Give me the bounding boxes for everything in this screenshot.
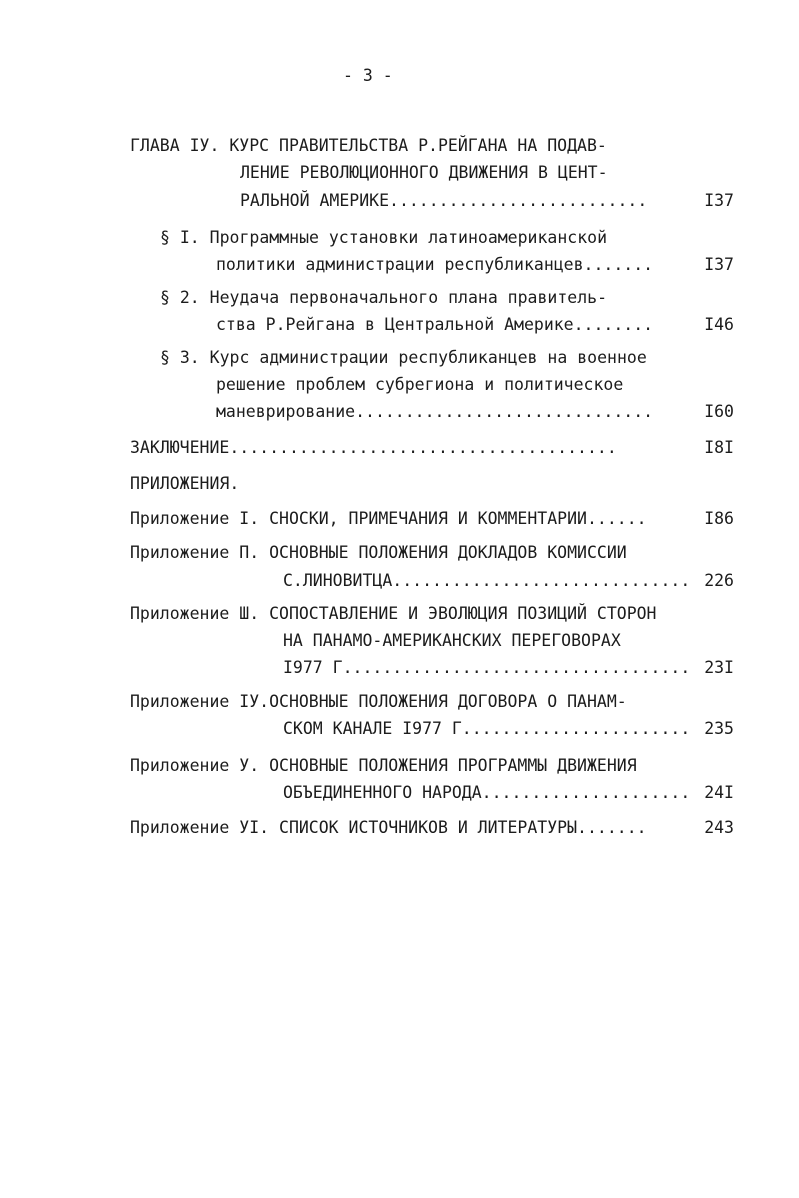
toc-entry-title-line: СКОМ КАНАЛЕ I977 Г.......................: [283, 719, 691, 738]
toc-entry-title-line: § 3. Курс администрации республиканцев на военное: [160, 348, 647, 367]
toc-entry-page: 235: [704, 719, 734, 738]
toc-entry-title-line: РАЛЬНОЙ АМЕРИКЕ..........................: [240, 191, 648, 210]
appendices-heading: ПРИЛОЖЕНИЯ.: [130, 474, 240, 493]
toc-entry-title-line: решение проблем субрегиона и политическое: [216, 375, 624, 394]
toc-entry-page: I46: [704, 315, 734, 334]
toc-entry-title-line: ЛЕНИЕ РЕВОЛЮЦИОННОГО ДВИЖЕНИЯ В ЦЕНТ-: [240, 163, 608, 182]
toc-entry-page: 24I: [704, 783, 734, 802]
toc-entry-page: 243: [704, 818, 734, 837]
toc-entry-title-line: Приложение I. СНОСКИ, ПРИМЕЧАНИЯ И КОММЕНТАРИИ......: [130, 509, 647, 528]
page-number: - 3 -: [343, 66, 393, 85]
toc-entry-title-line: Приложение П. ОСНОВНЫЕ ПОЛОЖЕНИЯ ДОКЛАДОВ КОМИССИИ: [130, 543, 627, 562]
toc-entry-title-line: ства Р.Рейгана в Центральной Америке........: [216, 315, 654, 334]
toc-entry-title-line: НА ПАНАМО-АМЕРИКАНСКИХ ПЕРЕГОВОРАХ: [283, 631, 621, 650]
toc-entry-title-line: § I. Программные установки латиноамериканской: [160, 228, 608, 247]
toc-entry-page: I37: [704, 255, 734, 274]
toc-entry-page: I86: [704, 509, 734, 528]
toc-entry-title-line: ОБЪЕДИНЕННОГО НАРОДА.....................: [283, 783, 691, 802]
toc-entry-title-line: Приложение У. ОСНОВНЫЕ ПОЛОЖЕНИЯ ПРОГРАММЫ ДВИЖЕНИЯ: [130, 756, 637, 775]
toc-entry-title-line: I977 Г...................................: [283, 658, 691, 677]
toc-entry-title-line: С.ЛИНОВИТЦА..............................: [283, 571, 691, 590]
toc-entry-title-line: Приложение УI. СПИСОК ИСТОЧНИКОВ И ЛИТЕРАТУРЫ.......: [130, 818, 647, 837]
toc-entry-page: I60: [704, 402, 734, 421]
toc-entry-title-line: § 2. Неудача первоначального плана правитель-: [160, 288, 608, 307]
toc-entry-page: I37: [704, 191, 734, 210]
toc-entry-page: 226: [704, 571, 734, 590]
toc-entry-title-line: Приложение IУ.ОСНОВНЫЕ ПОЛОЖЕНИЯ ДОГОВОРА О ПАНАМ-: [130, 692, 627, 711]
toc-entry-title-line: маневрирование..............................: [216, 402, 654, 421]
toc-entry-title-line: Приложение Ш. СОПОСТАВЛЕНИЕ И ЭВОЛЮЦИЯ ПОЗИЦИЙ СТОРОН: [130, 604, 657, 623]
toc-entry-page: 23I: [704, 658, 734, 677]
toc-entry-title-line: политики администрации республиканцев.......: [216, 255, 654, 274]
toc-entry-title-line: ЗАКЛЮЧЕНИЕ.......................................: [130, 438, 617, 457]
toc-entry-title-line: ГЛАВА IУ. КУРС ПРАВИТЕЛЬСТВА Р.РЕЙГАНА НА ПОДАВ-: [130, 136, 607, 155]
toc-entry-page: I8I: [704, 438, 734, 457]
